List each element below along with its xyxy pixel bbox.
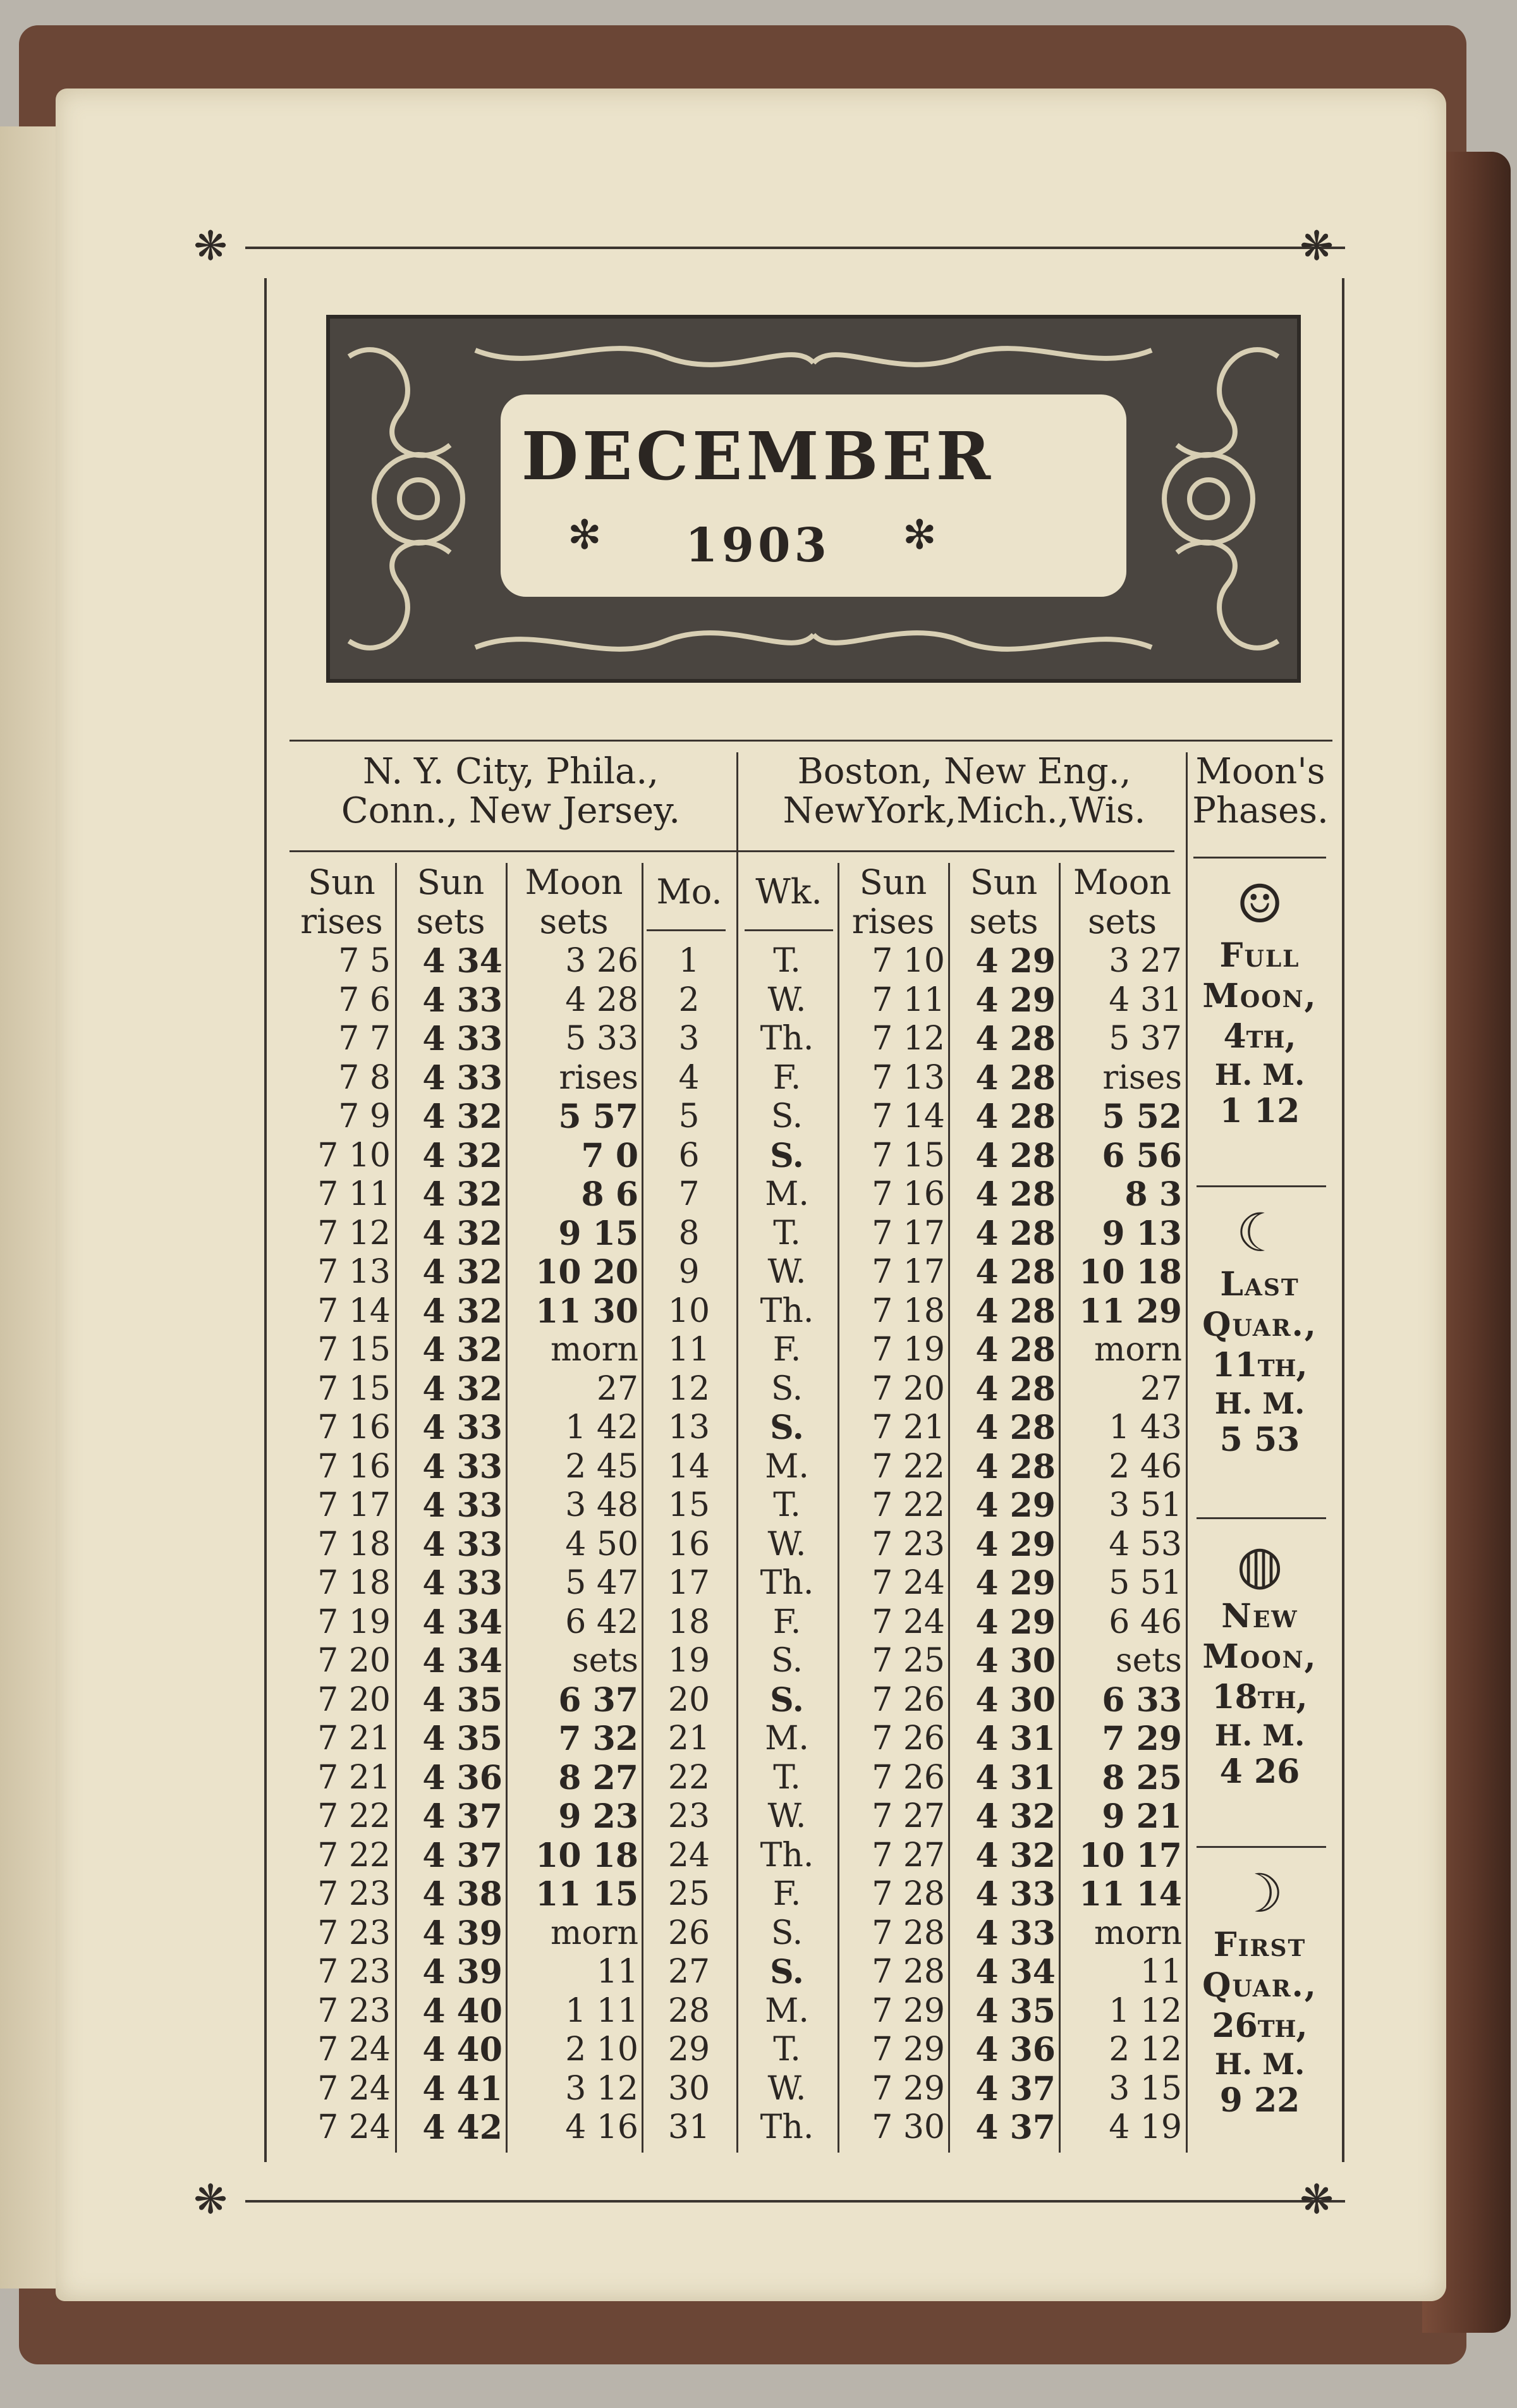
table-cell-m2: 6 46 <box>1109 1603 1182 1641</box>
asterisk-ornament-icon: ✻ <box>568 512 602 559</box>
table-cell-wk: S. <box>770 1680 804 1720</box>
table-cell-wk: W. <box>767 2069 807 2108</box>
table-cell-mo: 3 <box>678 1020 700 1058</box>
corner-ornament-icon: ❋ <box>193 2177 228 2223</box>
table-cell-mo: 27 <box>667 1953 710 1991</box>
table-cell-wk: T. <box>773 942 801 980</box>
table-cell-wk: M. <box>765 1720 809 1757</box>
table-cell-mo: 30 <box>667 2069 710 2108</box>
col-rule <box>736 752 738 2153</box>
table-cell-r2: 7 30 <box>872 2108 945 2146</box>
table-cell-m2: 9 21 <box>1102 1797 1182 1836</box>
table-cell-mo: 21 <box>667 1720 710 1757</box>
table-cell-m2: 2 46 <box>1109 1447 1182 1486</box>
table-cell-s2: 4 35 <box>975 1991 1056 2031</box>
title-banner <box>326 315 1301 683</box>
table-cell-m1: 5 47 <box>565 1564 638 1602</box>
table-cell-s2: 4 37 <box>975 2108 1056 2147</box>
table-cell-r2: 7 17 <box>872 1214 945 1252</box>
table-cell-mo: 28 <box>667 1991 710 2030</box>
month-title: DECEMBER <box>521 417 995 495</box>
frame-rule-right <box>1342 278 1344 2162</box>
col-rule <box>1059 863 1061 2153</box>
table-cell-r1: 7 20 <box>317 1680 391 1719</box>
table-cell-r1: 7 22 <box>317 1836 391 1874</box>
table-cell-m2: 9 13 <box>1102 1214 1182 1253</box>
table-cell-wk: M. <box>765 1991 809 2030</box>
table-cell-mo: 25 <box>667 1875 710 1913</box>
table-cell-r1: 7 22 <box>317 1797 391 1835</box>
table-cell-r1: 7 6 <box>338 981 391 1019</box>
table-cell-m1: 6 42 <box>565 1603 638 1641</box>
table-cell-s2: 4 28 <box>975 1292 1056 1331</box>
col-rule <box>838 863 839 2153</box>
frame-rule-top <box>245 247 1345 249</box>
table-rule-top <box>289 740 1332 742</box>
table-cell-r2: 7 29 <box>872 2031 945 2069</box>
table-cell-wk: W. <box>767 1525 807 1563</box>
table-cell-m2: 4 19 <box>1109 2108 1182 2146</box>
table-cell-wk: Th. <box>760 2108 814 2146</box>
table-cell-s2: 4 36 <box>975 2031 1056 2069</box>
table-cell-r2: 7 29 <box>872 1991 945 2030</box>
table-cell-r1: 7 18 <box>317 1564 391 1602</box>
frame-rule-bottom <box>245 2200 1345 2203</box>
first-quarter-moon-icon: ☽ <box>1236 1862 1284 1924</box>
phase-divider <box>1197 1185 1326 1187</box>
table-cell-r1: 7 23 <box>317 1991 391 2030</box>
table-cell-s1: 4 35 <box>422 1720 503 1758</box>
table-cell-wk: Th. <box>760 1292 814 1330</box>
table-cell-s2: 4 32 <box>975 1836 1056 1875</box>
table-cell-s1: 4 39 <box>422 1914 503 1953</box>
table-cell-m1: 4 50 <box>565 1525 638 1563</box>
table-cell-wk: F. <box>772 1603 801 1641</box>
corner-ornament-icon: ❋ <box>1300 2177 1334 2223</box>
table-cell-s1: 4 32 <box>422 1369 503 1409</box>
table-cell-r1: 7 13 <box>317 1253 391 1291</box>
table-cell-m2: 5 52 <box>1102 1097 1182 1136</box>
table-cell-mo: 26 <box>667 1914 710 1952</box>
table-cell-r1: 7 7 <box>338 1020 391 1058</box>
table-cell-s1: 4 38 <box>422 1875 503 1914</box>
table-cell-wk: W. <box>767 981 807 1019</box>
table-cell-mo: 18 <box>667 1603 710 1641</box>
table-cell-wk: S. <box>770 1953 804 1991</box>
table-cell-r2: 7 24 <box>872 1564 945 1602</box>
table-cell-s1: 4 32 <box>422 1331 503 1369</box>
table-cell-mo: 10 <box>667 1292 710 1330</box>
col-mo: Mo. <box>656 872 722 912</box>
table-cell-r2: 7 10 <box>872 942 945 980</box>
table-cell-s2: 4 31 <box>975 1720 1056 1758</box>
col-moon-sets-1: Moon sets <box>525 862 623 941</box>
col-sun-rises-1: Sun rises <box>300 862 383 941</box>
table-cell-r1: 7 5 <box>338 942 391 980</box>
col-sun-rises-2: Sun rises <box>851 862 935 941</box>
table-cell-r2: 7 13 <box>872 1058 945 1097</box>
table-cell-m2: morn <box>1094 1914 1182 1952</box>
table-cell-s2: 4 28 <box>975 1058 1056 1097</box>
table-cell-s1: 4 32 <box>422 1292 503 1331</box>
table-cell-r1: 7 14 <box>317 1292 391 1330</box>
table-cell-wk: T. <box>773 2031 801 2069</box>
table-cell-r2: 7 26 <box>872 1680 945 1719</box>
table-cell-s1: 4 40 <box>422 2031 503 2069</box>
table-cell-m1: 1 11 <box>565 1991 638 2030</box>
table-cell-s2: 4 33 <box>975 1875 1056 1914</box>
table-cell-m1: 10 18 <box>535 1836 638 1875</box>
table-cell-m1: 11 <box>596 1953 638 1991</box>
table-cell-r2: 7 24 <box>872 1603 945 1641</box>
table-cell-mo: 9 <box>678 1253 700 1291</box>
table-cell-r1: 7 23 <box>317 1914 391 1952</box>
region-header-right: Boston, New Eng., NewYork,Mich.,Wis. <box>783 751 1146 831</box>
table-cell-s1: 4 32 <box>422 1136 503 1175</box>
table-cell-s1: 4 42 <box>422 2108 503 2147</box>
table-cell-s2: 4 28 <box>975 1331 1056 1369</box>
table-cell-m2: 8 3 <box>1124 1175 1182 1214</box>
phase-divider <box>1197 1517 1326 1519</box>
table-cell-m2: 4 31 <box>1109 981 1182 1019</box>
table-cell-mo: 8 <box>678 1214 700 1252</box>
table-cell-wk: M. <box>765 1175 809 1213</box>
table-cell-s2: 4 37 <box>975 2069 1056 2108</box>
table-cell-wk: F. <box>772 1058 801 1097</box>
table-cell-mo: 23 <box>667 1797 710 1835</box>
table-cell-mo: 12 <box>667 1369 710 1408</box>
table-cell-s1: 4 33 <box>422 1486 503 1525</box>
table-cell-s2: 4 29 <box>975 1564 1056 1603</box>
phase-first-quarter: ☽ First Quar., 26th, H. M. 9 22 <box>1187 1862 1332 2120</box>
table-cell-m1: morn <box>551 1331 638 1369</box>
table-cell-mo: 2 <box>678 981 700 1019</box>
table-cell-r1: 7 21 <box>317 1758 391 1797</box>
table-cell-r2: 7 15 <box>872 1136 945 1175</box>
table-cell-mo: 19 <box>667 1642 710 1680</box>
table-cell-s2: 4 29 <box>975 1525 1056 1564</box>
table-cell-m1: 27 <box>596 1369 638 1408</box>
table-cell-wk: S. <box>771 1642 803 1680</box>
phase-new-moon: ◍ New Moon, 18th, H. M. 4 26 <box>1187 1533 1332 1791</box>
table-cell-s1: 4 33 <box>422 1058 503 1097</box>
col-rule <box>948 863 950 2153</box>
table-cell-m2: morn <box>1094 1331 1182 1369</box>
table-cell-m1: 11 30 <box>535 1292 638 1331</box>
table-cell-r1: 7 24 <box>317 2108 391 2146</box>
table-cell-mo: 4 <box>678 1058 700 1097</box>
table-cell-s2: 4 34 <box>975 1953 1056 1991</box>
table-cell-wk: S. <box>771 1097 803 1135</box>
full-moon-face-icon: ☺ <box>1236 873 1284 935</box>
table-cell-s2: 4 30 <box>975 1680 1056 1720</box>
table-cell-mo: 20 <box>667 1680 710 1719</box>
table-cell-r1: 7 12 <box>317 1214 391 1252</box>
table-cell-wk: T. <box>773 1486 801 1524</box>
table-cell-r1: 7 24 <box>317 2069 391 2108</box>
table-cell-m1: 5 33 <box>565 1020 638 1058</box>
year-title: 1903 <box>685 518 831 573</box>
table-cell-r1: 7 17 <box>317 1486 391 1524</box>
table-cell-r2: 7 22 <box>872 1447 945 1486</box>
table-cell-s2: 4 28 <box>975 1136 1056 1175</box>
table-cell-r1: 7 20 <box>317 1642 391 1680</box>
table-cell-wk: Th. <box>760 1836 814 1874</box>
table-cell-m1: morn <box>551 1914 638 1952</box>
table-cell-s2: 4 28 <box>975 1214 1056 1253</box>
table-cell-mo: 15 <box>667 1486 710 1524</box>
table-cell-r2: 7 28 <box>872 1914 945 1952</box>
table-cell-s2: 4 28 <box>975 1409 1056 1447</box>
table-cell-r1: 7 16 <box>317 1409 391 1446</box>
table-cell-wk: F. <box>772 1331 801 1369</box>
table-cell-s2: 4 30 <box>975 1642 1056 1680</box>
table-cell-s2: 4 33 <box>975 1914 1056 1953</box>
table-cell-r2: 7 22 <box>872 1486 945 1524</box>
table-cell-m1: 8 6 <box>581 1175 638 1214</box>
table-cell-r1: 7 8 <box>338 1058 391 1097</box>
table-cell-mo: 11 <box>667 1331 710 1369</box>
table-cell-mo: 6 <box>678 1136 700 1175</box>
table-cell-m1: 5 57 <box>558 1097 638 1136</box>
table-cell-mo: 5 <box>678 1097 700 1135</box>
corner-ornament-icon: ❋ <box>193 223 228 270</box>
table-cell-s1: 4 33 <box>422 1564 503 1603</box>
table-cell-s1: 4 33 <box>422 1525 503 1564</box>
table-cell-r2: 7 18 <box>872 1292 945 1330</box>
table-cell-s1: 4 32 <box>422 1175 503 1214</box>
col-rule <box>506 863 508 2153</box>
table-cell-m2: sets <box>1115 1642 1182 1680</box>
phase-full-moon: ☺ Full Moon, 4th, H. M. 1 12 <box>1187 872 1332 1130</box>
table-cell-r1: 7 10 <box>317 1136 391 1175</box>
col-wk: Wk. <box>755 872 822 912</box>
table-cell-r1: 7 19 <box>317 1603 391 1641</box>
table-cell-m1: 6 37 <box>558 1680 638 1720</box>
table-cell-m2: 11 14 <box>1079 1875 1182 1914</box>
table-cell-wk: S. <box>771 1369 803 1408</box>
table-cell-m2: 6 56 <box>1102 1136 1182 1175</box>
table-cell-s2: 4 28 <box>975 1447 1056 1486</box>
table-cell-m1: 3 48 <box>565 1486 638 1524</box>
table-cell-m2: 11 <box>1140 1953 1182 1991</box>
table-cell-s1: 4 37 <box>422 1836 503 1875</box>
table-cell-m2: 8 25 <box>1102 1758 1182 1797</box>
col-rule <box>642 863 643 2153</box>
table-cell-wk: S. <box>770 1136 804 1175</box>
table-cell-r1: 7 15 <box>317 1369 391 1408</box>
table-cell-s1: 4 36 <box>422 1758 503 1797</box>
table-cell-m1: 7 0 <box>581 1136 638 1175</box>
phases-rule-sub <box>1193 857 1326 859</box>
table-cell-m1: 2 45 <box>565 1447 638 1486</box>
table-cell-m2: 27 <box>1140 1369 1182 1408</box>
table-cell-s1: 4 40 <box>422 1991 503 2031</box>
table-cell-m1: 3 26 <box>565 942 638 980</box>
table-cell-s2: 4 29 <box>975 981 1056 1020</box>
region-header-phases: Moon's Phases. <box>1192 751 1329 831</box>
table-cell-r2: 7 28 <box>872 1953 945 1991</box>
table-cell-mo: 17 <box>667 1564 710 1602</box>
table-cell-m1: 9 15 <box>558 1214 638 1253</box>
table-cell-r2: 7 29 <box>872 2069 945 2108</box>
table-cell-wk: S. <box>770 1409 804 1447</box>
table-cell-r2: 7 21 <box>872 1409 945 1446</box>
table-cell-s2: 4 28 <box>975 1253 1056 1292</box>
table-cell-r2: 7 12 <box>872 1020 945 1058</box>
table-cell-s2: 4 28 <box>975 1097 1056 1136</box>
table-cell-s2: 4 29 <box>975 1486 1056 1525</box>
table-cell-s2: 4 28 <box>975 1020 1056 1058</box>
table-cell-r1: 7 11 <box>317 1175 391 1213</box>
table-cell-s2: 4 31 <box>975 1758 1056 1797</box>
table-cell-s1: 4 34 <box>422 1603 503 1642</box>
phase-last-quarter: ☾ Last Quar., 11th, H. M. 5 53 <box>1187 1201 1332 1459</box>
table-cell-m2: rises <box>1102 1058 1182 1097</box>
table-cell-m1: 10 20 <box>535 1253 638 1292</box>
table-cell-m1: sets <box>571 1642 638 1680</box>
table-cell-r1: 7 9 <box>338 1097 391 1135</box>
table-cell-s1: 4 33 <box>422 981 503 1020</box>
table-cell-m1: 2 10 <box>565 2031 638 2069</box>
table-cell-r1: 7 23 <box>317 1953 391 1991</box>
table-cell-m1: 3 12 <box>565 2069 638 2108</box>
table-cell-m1: 4 28 <box>565 981 638 1019</box>
table-cell-wk: T. <box>773 1214 801 1252</box>
table-cell-wk: Th. <box>760 1020 814 1058</box>
col-moon-sets-2: Moon sets <box>1073 862 1172 941</box>
table-cell-s2: 4 28 <box>975 1175 1056 1214</box>
table-cell-m1: 8 27 <box>558 1758 638 1797</box>
table-cell-s1: 4 33 <box>422 1020 503 1058</box>
table-cell-r2: 7 11 <box>872 981 945 1019</box>
table-cell-r2: 7 26 <box>872 1720 945 1757</box>
table-cell-r2: 7 20 <box>872 1369 945 1408</box>
table-cell-s1: 4 32 <box>422 1253 503 1292</box>
table-cell-r1: 7 24 <box>317 2031 391 2069</box>
table-cell-wk: W. <box>767 1797 807 1835</box>
almanac-table <box>289 740 1332 2162</box>
table-cell-r2: 7 14 <box>872 1097 945 1135</box>
phase-divider <box>1197 1846 1326 1848</box>
table-cell-s1: 4 32 <box>422 1097 503 1136</box>
region-header-left: N. Y. City, Phila., Conn., New Jersey. <box>341 751 681 831</box>
asterisk-ornament-icon: ✻ <box>903 512 937 559</box>
table-cell-m2: 1 12 <box>1109 1991 1182 2030</box>
table-cell-wk: T. <box>773 1758 801 1797</box>
table-cell-m2: 5 51 <box>1109 1564 1182 1602</box>
table-cell-m1: rises <box>559 1058 638 1097</box>
new-moon-icon: ◍ <box>1236 1534 1283 1596</box>
table-cell-s2: 4 29 <box>975 1603 1056 1642</box>
table-cell-m1: 4 16 <box>565 2108 638 2146</box>
table-cell-m2: 11 29 <box>1079 1292 1182 1331</box>
col-sun-sets-2: Sun sets <box>969 862 1039 941</box>
table-cell-wk: W. <box>767 1253 807 1291</box>
table-cell-m2: 5 37 <box>1109 1020 1182 1058</box>
crescent-moon-icon: ☾ <box>1236 1202 1284 1264</box>
table-cell-mo: 7 <box>678 1175 700 1213</box>
table-cell-m1: 1 42 <box>565 1409 638 1446</box>
calendar-page <box>56 89 1446 2301</box>
table-rule-sub <box>289 850 1174 852</box>
table-cell-s1: 4 32 <box>422 1214 503 1253</box>
table-cell-mo: 13 <box>667 1409 710 1446</box>
table-cell-mo: 14 <box>667 1447 710 1486</box>
table-cell-s1: 4 33 <box>422 1409 503 1447</box>
table-cell-s2: 4 29 <box>975 942 1056 981</box>
table-cell-wk: M. <box>765 1447 809 1486</box>
table-cell-s1: 4 34 <box>422 942 503 981</box>
table-cell-m2: 4 53 <box>1109 1525 1182 1563</box>
table-cell-r1: 7 23 <box>317 1875 391 1913</box>
table-cell-s1: 4 41 <box>422 2069 503 2108</box>
table-cell-r1: 7 18 <box>317 1525 391 1563</box>
table-cell-s2: 4 28 <box>975 1369 1056 1409</box>
corner-ornament-icon: ❋ <box>1300 223 1334 270</box>
table-cell-mo: 24 <box>667 1836 710 1874</box>
col-rule <box>395 863 397 2153</box>
table-cell-r2: 7 16 <box>872 1175 945 1213</box>
table-cell-s1: 4 39 <box>422 1953 503 1991</box>
table-cell-r2: 7 17 <box>872 1253 945 1291</box>
table-cell-m2: 10 18 <box>1079 1253 1182 1292</box>
table-cell-m2: 2 12 <box>1109 2031 1182 2069</box>
table-cell-s1: 4 34 <box>422 1642 503 1680</box>
table-cell-r2: 7 27 <box>872 1797 945 1835</box>
table-cell-s2: 4 32 <box>975 1797 1056 1836</box>
table-cell-s1: 4 33 <box>422 1447 503 1486</box>
table-cell-r2: 7 26 <box>872 1758 945 1797</box>
table-cell-mo: 1 <box>678 942 700 980</box>
table-cell-mo: 31 <box>667 2108 710 2146</box>
table-cell-m2: 10 17 <box>1079 1836 1182 1875</box>
table-cell-m2: 1 43 <box>1109 1409 1182 1446</box>
table-cell-r1: 7 21 <box>317 1720 391 1757</box>
table-cell-m1: 7 32 <box>558 1720 638 1758</box>
table-cell-mo: 16 <box>667 1525 710 1563</box>
table-cell-r1: 7 16 <box>317 1447 391 1486</box>
table-cell-mo: 29 <box>667 2031 710 2069</box>
table-cell-m2: 3 27 <box>1109 942 1182 980</box>
table-cell-m1: 9 23 <box>558 1797 638 1836</box>
table-cell-r2: 7 19 <box>872 1331 945 1369</box>
table-cell-m2: 6 33 <box>1102 1680 1182 1720</box>
table-cell-s1: 4 35 <box>422 1680 503 1720</box>
col-sun-sets-1: Sun sets <box>416 862 485 941</box>
table-cell-wk: S. <box>771 1914 803 1952</box>
frame-rule-left <box>264 278 267 2162</box>
table-cell-mo: 22 <box>667 1758 710 1797</box>
table-cell-m2: 3 15 <box>1109 2069 1182 2108</box>
table-cell-m1: 11 15 <box>535 1875 638 1914</box>
table-cell-wk: Th. <box>760 1564 814 1602</box>
table-cell-r2: 7 23 <box>872 1525 945 1563</box>
mo-underline <box>647 929 726 931</box>
table-cell-r2: 7 28 <box>872 1875 945 1913</box>
table-cell-m2: 7 29 <box>1102 1720 1182 1758</box>
table-cell-s1: 4 37 <box>422 1797 503 1836</box>
table-cell-r2: 7 27 <box>872 1836 945 1874</box>
table-cell-m2: 3 51 <box>1109 1486 1182 1524</box>
table-cell-wk: F. <box>772 1875 801 1913</box>
wk-underline <box>745 929 833 931</box>
table-cell-r1: 7 15 <box>317 1331 391 1369</box>
table-cell-r2: 7 25 <box>872 1642 945 1680</box>
